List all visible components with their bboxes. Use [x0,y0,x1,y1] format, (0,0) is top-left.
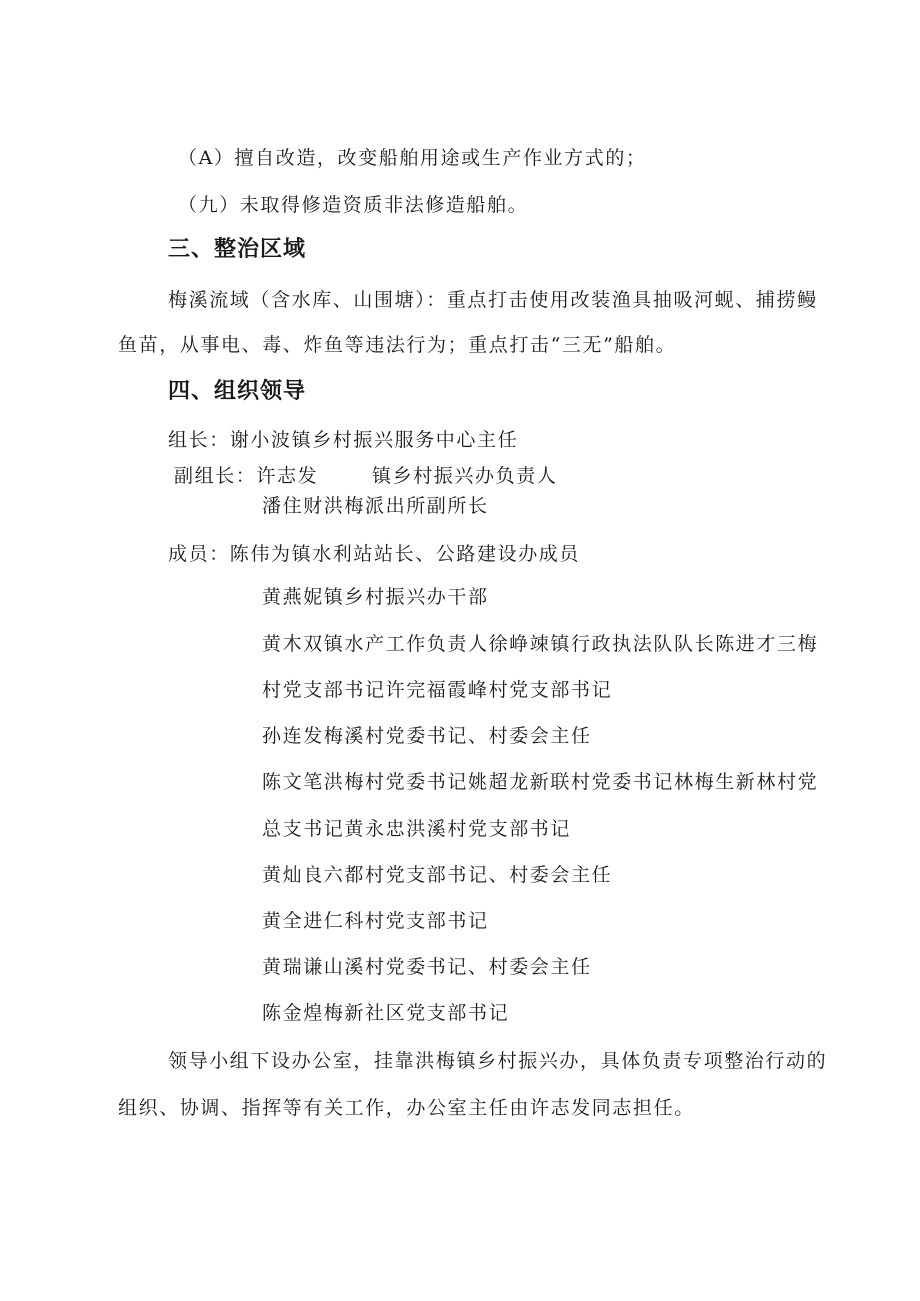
member-line: 村党支部书记许完福霞峰村党支部书记 [262,679,613,701]
member-line: 黄木双镇水产工作负责人徐峥竦镇行政执法队队长陈进才三梅 [262,633,819,655]
section-heading-4: 四、组织领导 [168,379,307,404]
list-item-9: （九）未取得修造资质非法修造船舶。 [178,194,529,216]
section3-paragraph-line2: 鱼苗，从事电、毒、炸鱼等违法行为；重点打击“三无”船舶。 [118,334,677,356]
deputy-label: 副组长：许志发 [174,465,319,487]
member-line: 陈金煌梅新社区党支部书记 [262,1002,510,1024]
list-item-a: （A）擅自改造，改变船舶用途或生产作业方式的； [178,147,647,169]
member-line: 总支书记黄永忠洪溪村党支部书记 [262,818,572,840]
members-first-line: 成员：陈伟为镇水利站站长、公路建设办成员 [168,543,581,565]
office-paragraph-line1: 领导小组下设办公室，挂靠洪梅镇乡村振兴办，具体负责专项整治行动的 [168,1050,828,1072]
section-heading-3: 三、整治区域 [168,237,307,262]
member-line: 黄瑞谦山溪村党委书记、村委会主任 [262,956,592,978]
member-line: 孙连发梅溪村党委书记、村委会主任 [262,725,592,747]
deputy2-line: 潘住财洪梅派出所副所长 [262,495,489,517]
deputy-role: 镇乡村振兴办负责人 [372,465,558,487]
member-line: 黄燕妮镇乡村振兴办干部 [262,586,489,608]
section3-paragraph-line1: 梅溪流域（含水库、山围塘）：重点打击使用改装渔具抽吸河蚬、捕捞鳗 [168,289,818,311]
member-line: 陈文笔洪梅村党委书记姚超龙新联村党委书记林梅生新林村党 [262,771,819,793]
leader-line: 组长：谢小波镇乡村振兴服务中心主任 [168,429,519,451]
member-line: 黄灿良六都村党支部书记、村委会主任 [262,864,613,886]
office-paragraph-line2: 组织、协调、指挥等有关工作，办公室主任由许志发同志担任。 [118,1097,695,1119]
member-line: 黄全进仁科村党支部书记 [262,910,489,932]
